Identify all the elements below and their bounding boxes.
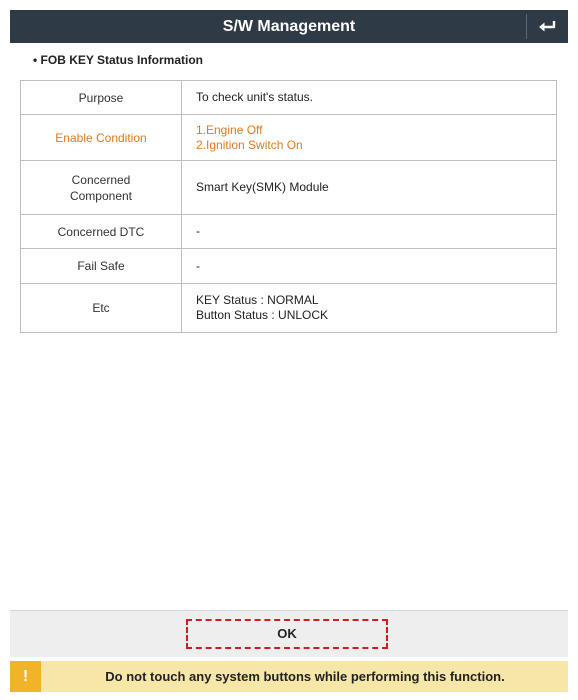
row-label <box>21 161 182 215</box>
table-row-concerned-dtc <box>21 215 557 249</box>
table-row-concerned-component <box>21 161 557 215</box>
row-value <box>182 249 557 284</box>
row-value <box>182 215 557 249</box>
value-line: - <box>196 224 200 238</box>
label-line: Component <box>69 188 133 203</box>
status-info-table <box>20 80 557 333</box>
warning-text: Do not touch any system buttons while performing this function. <box>105 669 505 684</box>
table-row-fail-safe <box>21 249 557 284</box>
row-value <box>182 81 557 115</box>
row-value <box>182 284 557 333</box>
row-label: Purpose <box>21 81 182 115</box>
value-line: 2.Ignition Switch On <box>196 137 303 152</box>
value-line: KEY Status : NORMAL <box>196 293 319 307</box>
table-row-purpose <box>21 81 557 115</box>
table-row-enable-condition <box>21 115 557 161</box>
row-value <box>182 161 557 215</box>
page-title: S/W Management <box>222 18 356 35</box>
value-line: 1.Engine Off <box>196 122 263 137</box>
return-arrow-icon <box>538 19 558 35</box>
value-line: - <box>196 258 200 273</box>
value-line: Button Status : UNLOCK <box>196 308 329 322</box>
row-label: Enable Condition <box>21 115 182 161</box>
bottom-action-bar <box>10 610 568 657</box>
title-bar <box>10 10 568 43</box>
value-line: Smart Key(SMK) Module <box>196 180 329 194</box>
row-label: Fail Safe <box>21 249 182 284</box>
label-line: Concerned <box>71 172 131 187</box>
ok-button[interactable]: OK <box>186 619 388 649</box>
section-title: • FOB KEY Status Information <box>33 53 203 67</box>
back-button[interactable] <box>527 10 568 43</box>
value-line: To check unit's status. <box>196 90 314 104</box>
warning-bar <box>10 661 568 692</box>
row-label: Etc <box>21 284 182 333</box>
row-value <box>182 115 557 161</box>
warning-icon: ! <box>10 661 41 692</box>
row-label: Concerned DTC <box>21 215 182 249</box>
table-row-etc <box>21 284 557 333</box>
